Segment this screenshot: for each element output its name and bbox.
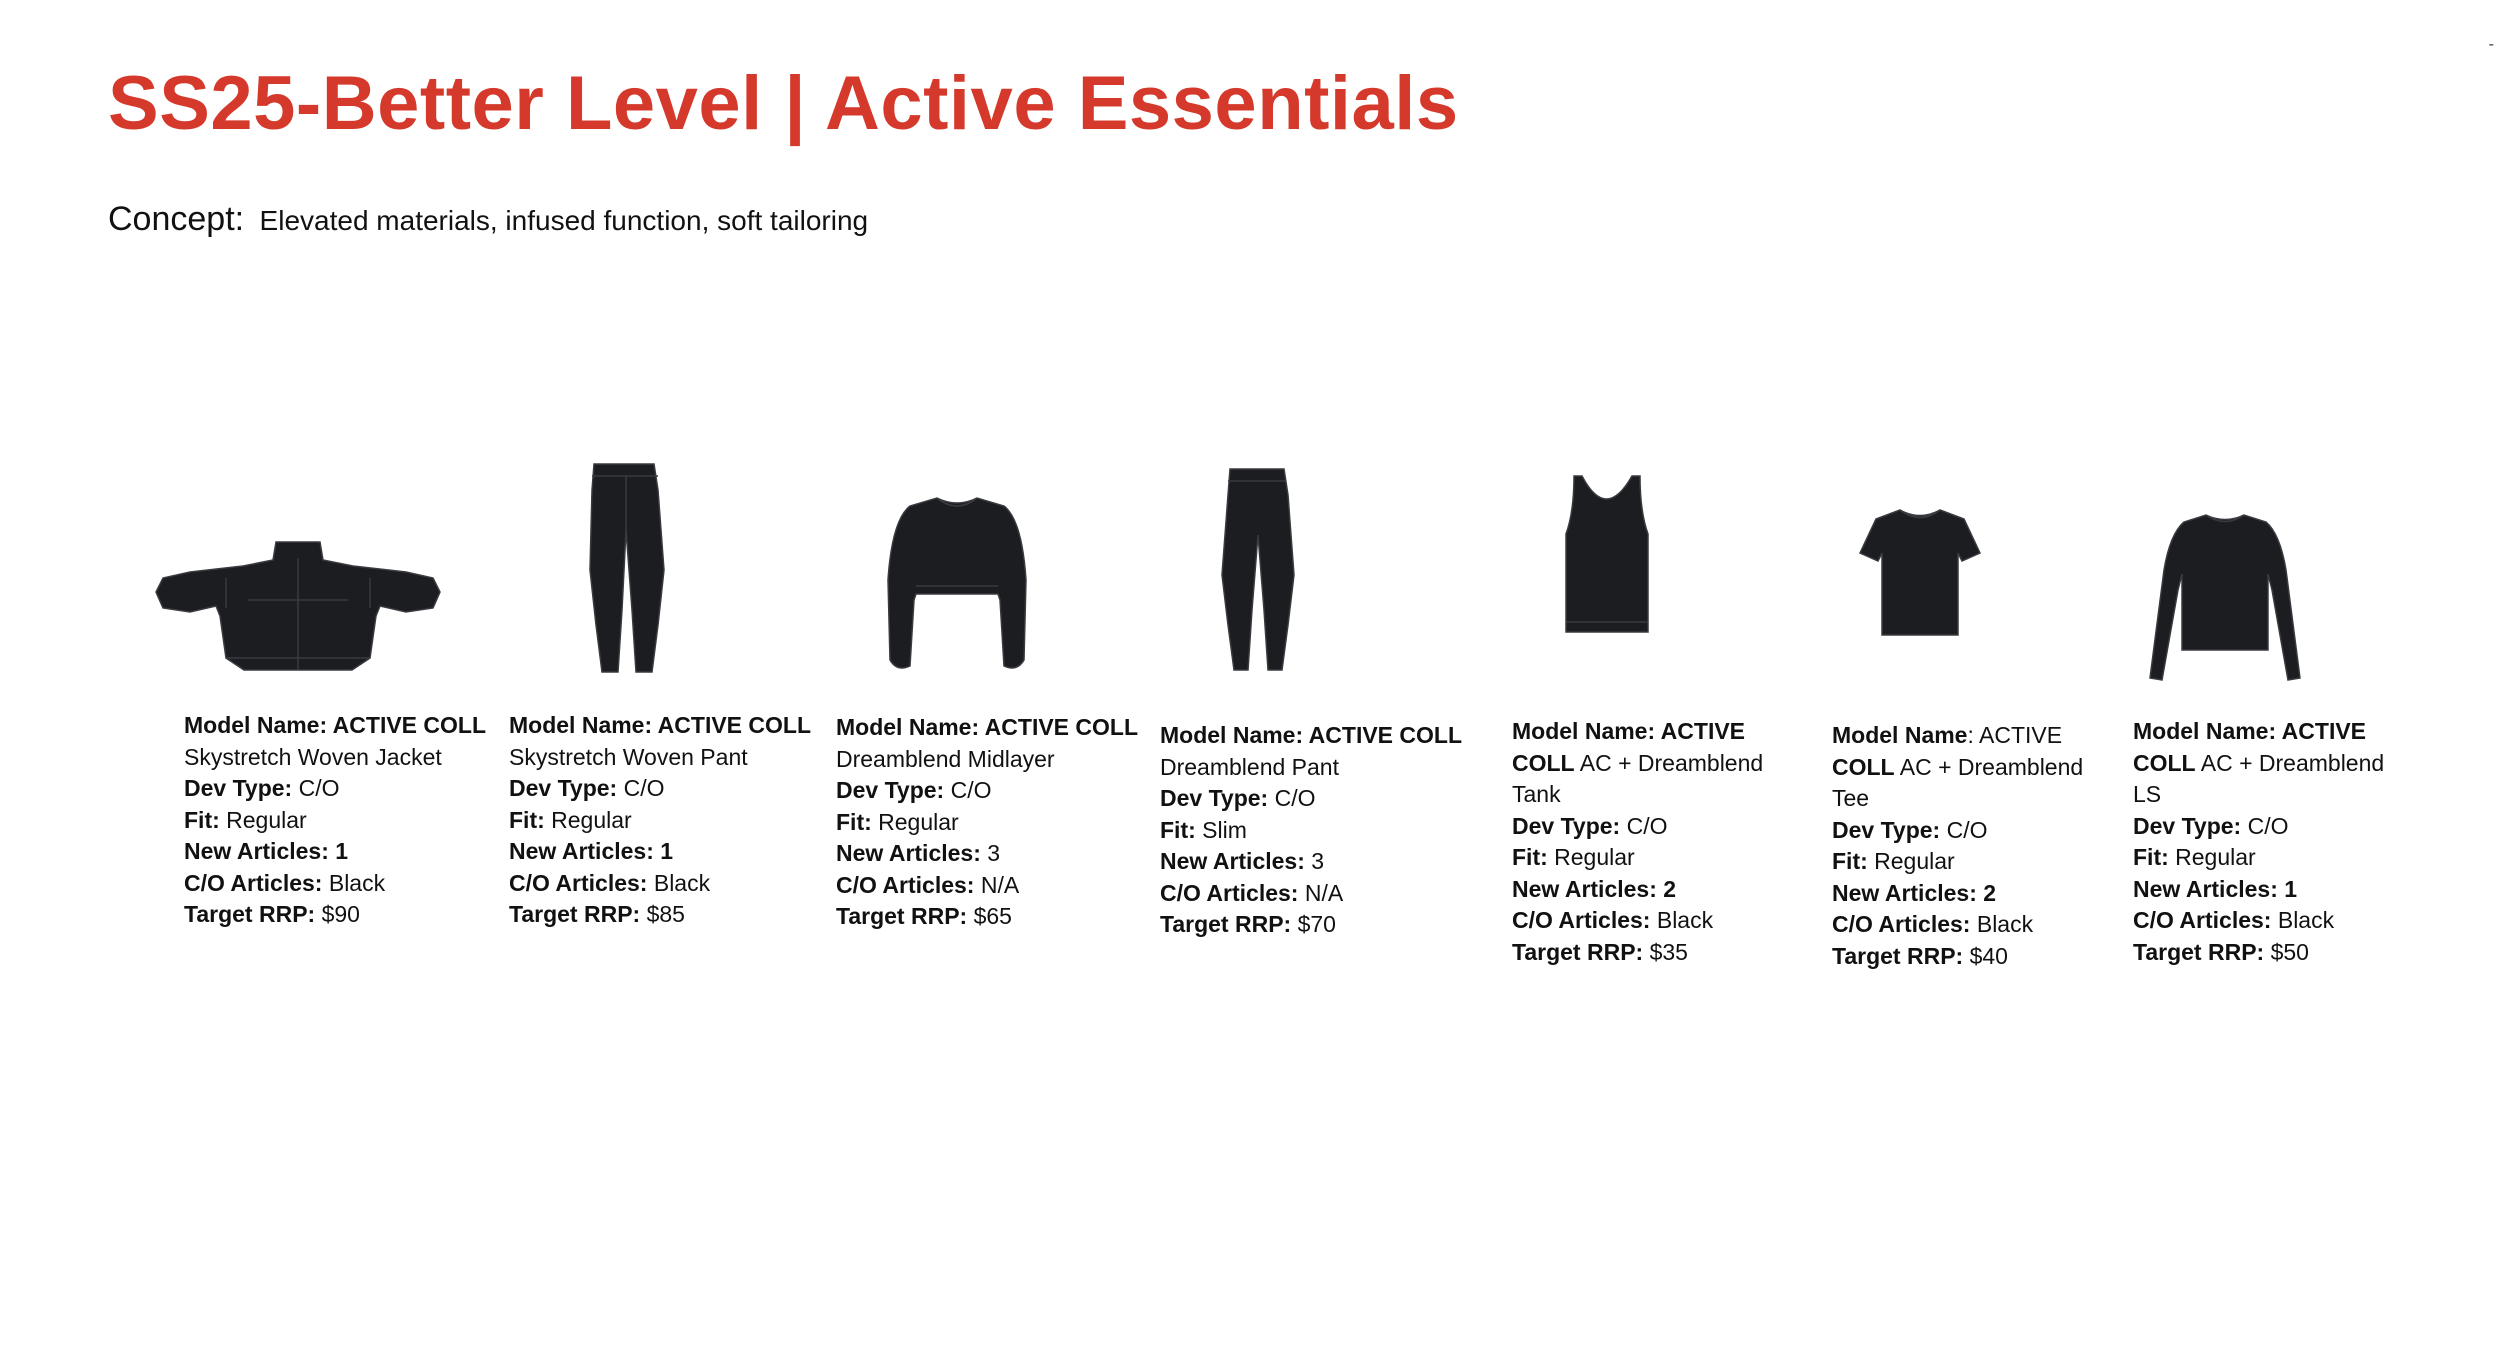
target-rrp-line: Target RRP: $35 bbox=[1512, 938, 1688, 965]
model-name-line: Tee bbox=[1832, 785, 1870, 811]
new-articles-line: New Articles: 1 bbox=[184, 838, 349, 864]
new-articles-line: New Articles: 2 bbox=[1832, 879, 1997, 906]
model-name-line: Dreamblend Pant bbox=[1160, 753, 1339, 780]
product-card-tee bbox=[1832, 720, 2083, 972]
new-articles-line: New Articles: 3 bbox=[1160, 848, 1325, 874]
dev-type-line: Dev Type: C/O bbox=[1512, 812, 1668, 839]
concept-label: Concept: bbox=[108, 200, 245, 238]
tee-shirt-icon bbox=[1858, 505, 1983, 640]
model-name-line: Skystretch Woven Jacket bbox=[184, 743, 442, 770]
dev-type-line: Dev Type: C/O bbox=[1160, 785, 1316, 811]
dev-type-line: Dev Type: C/O bbox=[836, 777, 992, 803]
dev-type-line: Dev Type: C/O bbox=[184, 775, 340, 801]
co-articles-line: C/O Articles: N/A bbox=[1160, 879, 1344, 906]
model-name-line: Model Name: ACTIVE COLL bbox=[1160, 722, 1463, 748]
co-articles-line: C/O Articles: Black bbox=[184, 869, 386, 896]
product-card-midlayer bbox=[836, 712, 1138, 933]
product-card-jacket bbox=[184, 710, 486, 931]
cropped-sweater-icon bbox=[882, 490, 1032, 675]
concept-line bbox=[108, 200, 868, 239]
co-articles-line: C/O Articles: Black bbox=[1512, 907, 1714, 933]
fit-line: Fit: Regular bbox=[1512, 844, 1635, 870]
model-name-line: Model Name: ACTIVE COLL bbox=[184, 712, 487, 738]
model-name-line: Model Name: ACTIVE bbox=[1832, 722, 2063, 748]
dev-type-line: Dev Type: C/O bbox=[2133, 812, 2289, 839]
corner-mark: - bbox=[2488, 36, 2494, 53]
new-articles-line: New Articles: 2 bbox=[1512, 875, 1677, 902]
slim-pant-icon bbox=[1218, 465, 1298, 675]
model-name-line: Model Name: ACTIVE bbox=[1512, 718, 1746, 744]
product-card-tank bbox=[1512, 716, 1763, 968]
concept-text: Elevated materials, infused function, soft tailoring bbox=[259, 205, 869, 236]
tank-top-icon bbox=[1562, 472, 1652, 637]
dev-type-line: Dev Type: C/O bbox=[509, 775, 665, 801]
model-name-line: COLL AC + Dreamblend bbox=[1512, 749, 1764, 776]
dev-type-line: Dev Type: C/O bbox=[1832, 816, 1988, 843]
target-rrp-line: Target RRP: $90 bbox=[184, 901, 360, 927]
page-title: SS25-Better Level | Active Essentials bbox=[108, 61, 1459, 146]
product-card-pant bbox=[509, 710, 811, 931]
fit-line: Fit: Regular bbox=[2133, 844, 2256, 870]
co-articles-line: C/O Articles: Black bbox=[1832, 911, 2034, 937]
target-rrp-line: Target RRP: $85 bbox=[509, 901, 685, 927]
new-articles-line: New Articles: 1 bbox=[509, 838, 674, 864]
co-articles-line: C/O Articles: Black bbox=[2133, 907, 2335, 933]
fit-line: Fit: Regular bbox=[184, 806, 307, 833]
model-name-line: Tank bbox=[1512, 781, 1561, 807]
target-rrp-line: Target RRP: $50 bbox=[2133, 938, 2309, 965]
target-rrp-line: Target RRP: $65 bbox=[836, 903, 1012, 929]
fit-line: Fit: Regular bbox=[509, 806, 632, 833]
model-name-line: COLL AC + Dreamblend bbox=[1832, 753, 2084, 780]
co-articles-line: C/O Articles: N/A bbox=[836, 871, 1020, 898]
model-name-line: LS bbox=[2133, 781, 2162, 807]
fit-line: Fit: Slim bbox=[1160, 816, 1247, 843]
pant-icon bbox=[580, 460, 675, 675]
fit-line: Fit: Regular bbox=[836, 808, 959, 835]
model-name-line: Skystretch Woven Pant bbox=[509, 743, 748, 770]
new-articles-line: New Articles: 1 bbox=[2133, 875, 2298, 902]
co-articles-line: C/O Articles: Black bbox=[509, 869, 711, 896]
jacket-icon bbox=[148, 530, 448, 675]
model-name-line: Model Name: ACTIVE COLL bbox=[836, 714, 1139, 740]
target-rrp-line: Target RRP: $70 bbox=[1160, 911, 1336, 937]
product-card-long-sleeve bbox=[2133, 716, 2384, 968]
model-name-line: Model Name: ACTIVE COLL bbox=[509, 712, 812, 738]
fit-line: Fit: Regular bbox=[1832, 848, 1955, 874]
target-rrp-line: Target RRP: $40 bbox=[1832, 942, 2008, 969]
new-articles-line: New Articles: 3 bbox=[836, 840, 1001, 866]
model-name-line: COLL AC + Dreamblend bbox=[2133, 749, 2385, 776]
model-name-line: Model Name: ACTIVE bbox=[2133, 718, 2367, 744]
model-name-line: Dreamblend Midlayer bbox=[836, 745, 1055, 772]
long-sleeve-top-icon bbox=[2140, 510, 2310, 685]
product-card-dreamblend-pant bbox=[1160, 720, 1462, 941]
